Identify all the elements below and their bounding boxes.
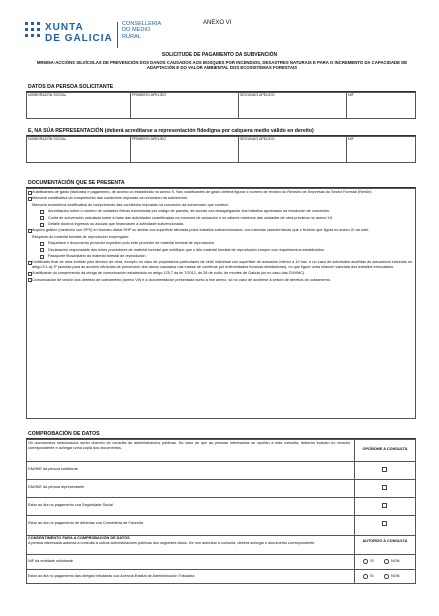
xunta-logo-icon — [25, 22, 40, 37]
consent-row-label: NIF da entidade solicitante — [28, 559, 73, 563]
brand-line-1: XUNTA — [45, 22, 84, 33]
applicant-surname1-label: PRIMEIRO APELIDO — [132, 93, 167, 97]
doc-item-text: Conta de subvención calculada sobre a base das actividades cuantificadas na memoria de actuación e os valores máximos das unidades de obra previstos no anexo XII. — [48, 215, 333, 220]
divider — [26, 497, 416, 498]
documentation-list — [26, 189, 416, 283]
yes-label: SI — [370, 559, 374, 563]
doc-item — [26, 277, 416, 283]
divider — [130, 92, 131, 119]
oppose-header: OPÓÑOME A CONSULTA — [362, 447, 408, 451]
doc-item-text: Comunicación de cesión dos dereitos de cobramento (anexo VII) e a documentación presentada xunto a ese anexo, só no caso de acollerse á cesión de dereitos de cobramento. — [32, 277, 331, 282]
rep-nif-field[interactable] — [348, 142, 414, 161]
page-title: SOLICITUDE DE PAGAMENTO DA SUBVENCIÓN — [161, 52, 278, 58]
documentation-section-title: DOCUMENTACIÓN QUE SE PRESENTA — [28, 180, 125, 186]
doc-checkbox[interactable] — [28, 261, 32, 265]
yes-label: SI — [370, 574, 374, 578]
rep-nif-label: NIF — [348, 137, 354, 141]
no-radio[interactable] — [384, 559, 389, 564]
ministry-name: CONSELLERÍA DO MEDIO RURAL — [122, 21, 162, 40]
applicant-surname2-label: SEGUNDO APELIDO — [240, 93, 275, 97]
brand-line-2: DE GALICIA — [45, 33, 113, 44]
doc-item-text: Xustificantes de gasto (facturas) e pagamento, de acordo co establecido no anexo X. Nos xustificantes de gasto deberá figurar o número de rexistro do Rexistro de Empresas do Sector Forestal (Resfor). — [32, 190, 373, 194]
divider — [26, 461, 416, 462]
doc-checkbox[interactable] — [28, 197, 32, 201]
yes-radio[interactable] — [363, 574, 368, 579]
doc-checkbox[interactable] — [40, 248, 44, 252]
consent-title: CONSENTIMENTO PARA A COMPROBACIÓN DE DATOS — [28, 536, 130, 540]
authorize-header: AUTORIZO A CONSULTA — [362, 539, 408, 543]
divider — [26, 515, 416, 516]
doc-checkbox[interactable] — [40, 242, 44, 246]
oppose-checkbox[interactable] — [382, 521, 387, 526]
consent-text: A persoa interesada autoriza a consulta a outras administracións públicas dos seguintes datos. De non autorizar a consulta, deberá achegar o documento correspondente. — [28, 541, 316, 545]
doc-checkbox[interactable] — [40, 255, 44, 259]
rep-surname2-field[interactable] — [240, 142, 344, 161]
divider — [346, 92, 347, 119]
doc-item-text: Memoria xustificativa do cumprimento das condicións impostas na concesión da subvención. — [32, 196, 189, 201]
doc-checkbox[interactable] — [40, 210, 44, 214]
doc-checkbox[interactable] — [40, 216, 44, 220]
checks-intro: Os documentos relacionados serán obxecto de consulta ás administracións públicas. No caso de que as persoas interesadas se opoñan a esta consulta, deberán indicalo no recadro correspondente e achegar unha copia dos documentos. — [28, 441, 350, 450]
doc-checkbox[interactable] — [40, 223, 44, 227]
check-row-label: Estar ao día no pagamento de débedas coa Consellería de Facenda — [28, 521, 144, 525]
no-radio[interactable] — [384, 574, 389, 579]
applicant-surname1-field[interactable] — [132, 98, 236, 117]
rep-surname1-label: PRIMEIRO APELIDO — [132, 137, 167, 141]
applicant-surname2-field[interactable] — [240, 98, 344, 117]
doc-checkbox[interactable] — [28, 278, 32, 282]
doc-item-text: Arquivo gráfico (medición con GPS) en formato dixital SHP ou similar cos superficie afectada polos traballos subvencionados, cos mesmas características que o ficheiro que figura no anexo IX da orde. — [32, 228, 370, 233]
applicant-name-label: NOME/RAZÓN SOCIAL — [28, 93, 67, 97]
doc-item-text: Detalle doutros ingresos ou axudas que financiasen a actividade subvencionada. — [48, 222, 185, 227]
divider — [238, 136, 239, 163]
doc-item-text: Pasaporte fitosanitario do material forestal de reprodución. — [48, 254, 147, 259]
anexo-label: ANEXO VI — [203, 20, 232, 26]
doc-item-text: Xustificante do cumprimento da obriga de comunicación establecida no artigo 125.7 da lei 7/2012, do 28 de xuño, de montes de Galicia (só no caso das CMVMC). — [32, 271, 306, 276]
oppose-checkbox[interactable] — [382, 503, 387, 508]
doc-item-text: Respecto do material forestal de reprodución empregado: — [32, 234, 130, 239]
doc-item-text: Memoria económica xustificativa do cumprimento das condicións impostas na concesión da subvención que conterá: — [32, 202, 229, 207]
checks-section-title: COMPROBACIÓN DE DATOS — [28, 431, 100, 437]
rep-name-label: NOME/RAZÓN SOCIAL — [28, 137, 67, 141]
check-row-label: DNI/NIE da persoa representante — [28, 485, 85, 489]
no-label: NON — [391, 574, 400, 578]
divider — [130, 136, 131, 163]
doc-checkbox[interactable] — [28, 191, 32, 195]
check-row-label: DNI/NIE da persoa solicitante — [28, 467, 78, 471]
representation-section-title: E, NA SÚA REPRESENTACIÓN (deberá acreditarse a representación fidedigna por calquera medio válido en dereito) — [28, 128, 314, 134]
consent-row-label: Estar ao día no pagamento das obrigas tributarias coa Axencia Estatal de Administración Tributaria — [28, 574, 195, 578]
divider — [26, 569, 416, 570]
applicant-section-title: DATOS DA PERSOA SOLICITANTE — [28, 84, 114, 90]
rep-name-field[interactable] — [28, 142, 128, 161]
doc-item — [26, 259, 416, 270]
doc-item-text: Acreditación sobre o número de unidades físicas executadas por código de parcela, de acordo coa desagregación dos traballos aprobados na resolución de concesión. — [48, 209, 330, 214]
divider — [238, 92, 239, 119]
doc-checkbox[interactable] — [28, 229, 32, 233]
header-divider — [117, 22, 118, 48]
applicant-name-field[interactable] — [28, 98, 128, 117]
page-subtitle: MR605A-ACCIÓNS SILVÍCOLAS DE PREVENCIÓN DOS DANOS CAUSADOS AOS BOSQUES POR INCENDIOS, DESASTRES NATURAIS E PARA O INCREMENTO DA CAPACIDADE DE ADAPTACIÓN E DO VALOR AMBIENTAL DOS ECOSISTEMAS FORESTAIS — [36, 60, 408, 71]
doc-checkbox[interactable] — [28, 272, 32, 276]
divider — [346, 136, 347, 163]
oppose-checkbox[interactable] — [382, 485, 387, 490]
check-row-label: Estar ao día no pagamento coa Seguridade Social — [28, 503, 113, 507]
rep-surname2-label: SEGUNDO APELIDO — [240, 137, 275, 141]
applicant-nif-label: NIF — [348, 93, 354, 97]
divider — [26, 479, 416, 480]
yes-radio[interactable] — [363, 559, 368, 564]
doc-item-text: Certificado final de obra emitido polo director de obra, excepto no caso de propietarios particulares de vinte individual con superficie de actuación inferior a 10 hac. e no caso de solicitudes acollidas ás actuacións incluídas no artigo 5.1.a).3º (axudas para as accións silvícolas de prevención dos danos causados nas masas de coníferas por enfermidades fúnxicas defoliadoras), no que figure unha relación valorada dos traballos executados. — [32, 260, 412, 269]
divider — [26, 554, 416, 555]
rep-surname1-field[interactable] — [132, 142, 236, 161]
doc-item-text: Etiquetaxe e documento provedor expedido polo ente provedor de material forestal de reprodución. — [48, 241, 215, 246]
applicant-nif-field[interactable] — [348, 98, 414, 117]
oppose-checkbox[interactable] — [382, 467, 387, 472]
no-label: NON — [391, 559, 400, 563]
doc-item-text: Declaración responsable dos entes provedores de material forestal que certifique que o dito material forestal de reprodución cumpre cos requirimentos establecidos. — [48, 247, 325, 252]
